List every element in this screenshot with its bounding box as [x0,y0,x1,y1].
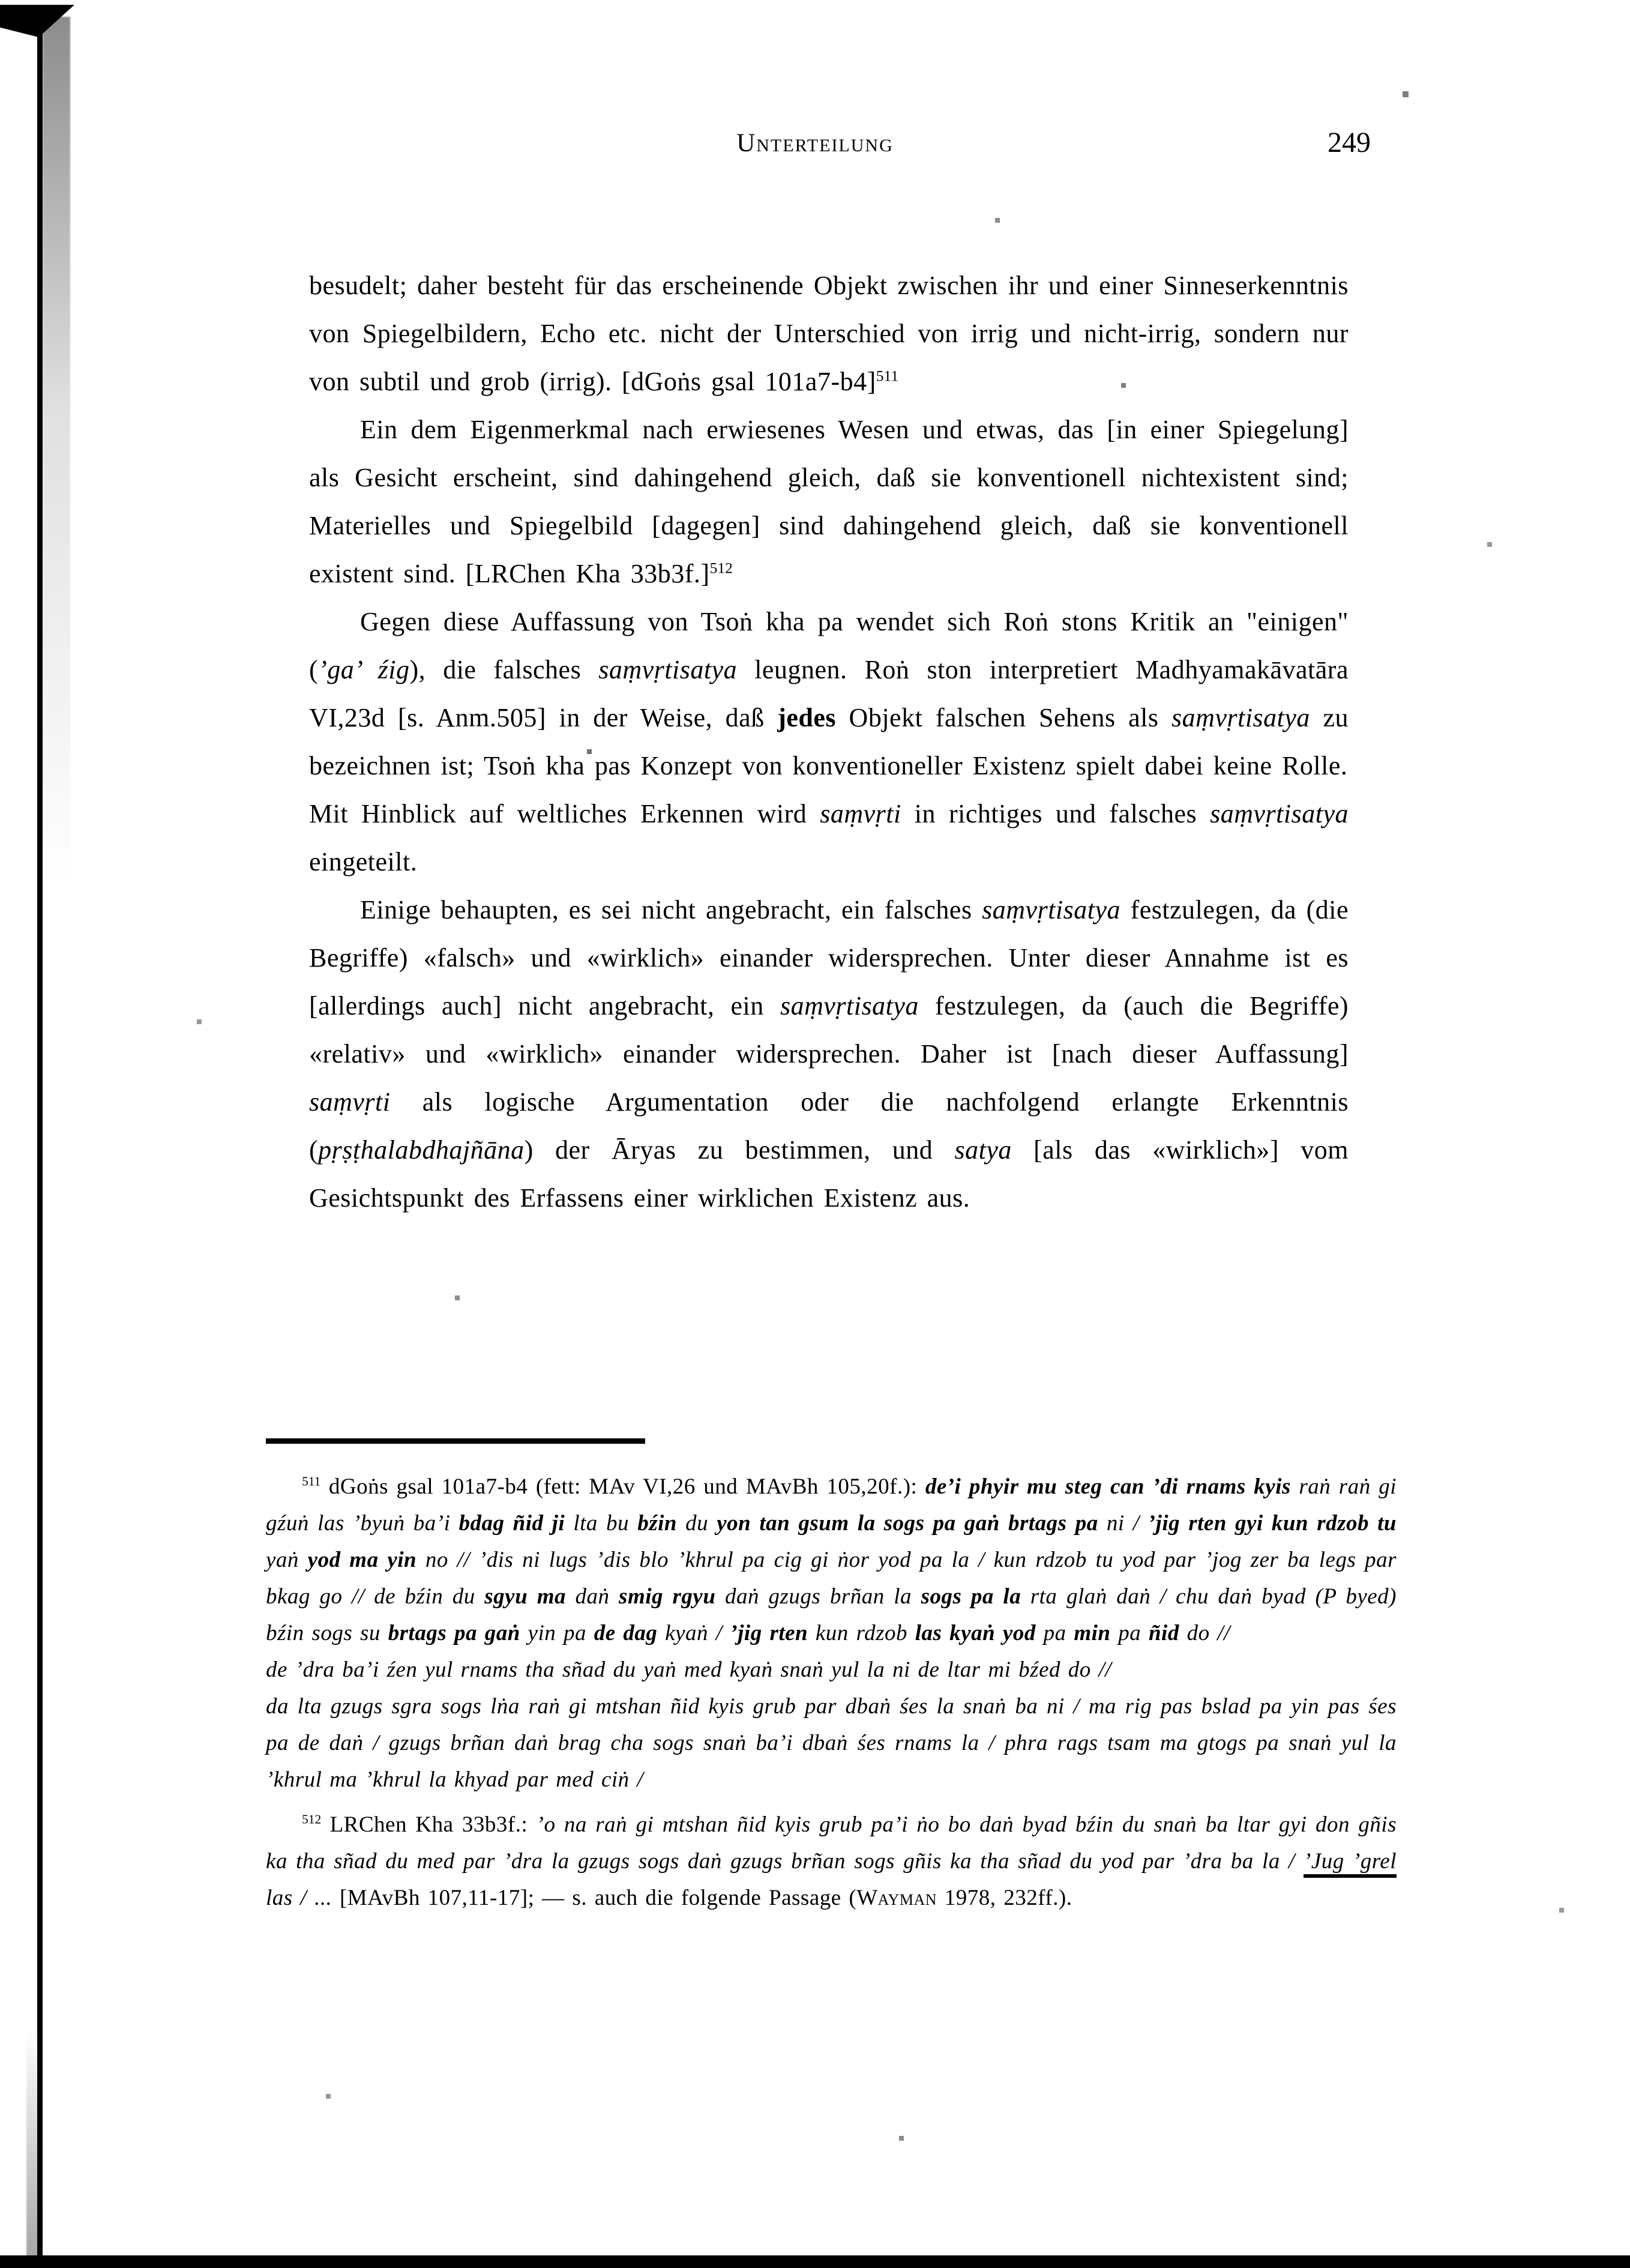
footnote-ref: 512 [709,559,733,577]
text-segment: brtags pa gaṅ [388,1621,520,1645]
text-segment: de dag [594,1621,658,1645]
scan-artifact-binding-noise-bottom [26,2029,42,2257]
text-segment: besudelt; daher besteht für das erscheinende Objekt zwischen ihr und einer Sinneserkenntnis von Spiegelbildern, Echo etc. nicht der Unterschied von irrig und nicht-irrig, sondern nur von subtil und grob (irrig). [dGoṅs gsal 101a7-b4] [309,271,1349,396]
text-segment: saṃvṛti [309,1087,391,1117]
text-segment: Mit Hinblick auf weltliches Erkennen wird [309,799,820,828]
footnote-separator [266,1438,645,1444]
footnote-511-block-1 [266,1468,1397,1651]
text-segment: Gegen diese Auffassung von Tsoṅ kha pa wendet sich Roṅ stons Kritik an "einigen" ( [309,607,1349,684]
footnotes [266,1468,1397,1916]
text-segment: da lta gzugs sgra sogs lṅa raṅ gi mtshan ñid kyis grub par dbaṅ śes la snaṅ ba ni / ma rig pas bslad pa yin pas śes pa de daṅ / gzugs brñan daṅ brag cha sogs snaṅ ba’i dbaṅ śes rnams la / phra rags tsam ma gtogs pa snaṅ yul la ’khrul ma ’khrul la khyad par med ciṅ / [266,1694,1397,1792]
text-segment: ’o na raṅ gi mtshan ñid kyis grub pa’i ṅo bo daṅ byad bźin du snaṅ ba ltar gyi don gñis ka tha sñad du med par ’dra la gzugs sogs daṅ gzugs brñan sogs gñis ka tha sñad du yod par ’dra ba la / [266,1812,1397,1874]
text-segment: leugnen. Roṅ ston interpretiert Madhyamakāvatāra VI,23d [s. Anm.505] in der Weise, daß [309,655,1349,732]
text-segment: als logische Argumentation oder die nachfolgend erlangte Erkenntnis ( [309,1087,1349,1165]
text-segment: do // [1179,1621,1230,1645]
text-segment: LRChen Kha 33b3f.: [321,1812,537,1837]
text-segment: sogs pa la [921,1584,1021,1609]
text-segment: kyaṅ / [657,1621,730,1645]
text-segment: saṃvṛtisatya [982,895,1121,924]
text-segment: ’ga’ źig [318,655,410,684]
text-segment: no // ’dis ni lugs ’dis blo ’khrul pa cig gi ṅor yod pa la / kun rdzob tu yod par ’jog zer ba legs par bkag go // de bźin du [266,1548,1397,1609]
text-segment: Wayman [856,1886,937,1910]
text-segment: sgyu ma [484,1584,566,1609]
text-segment: las / ... [266,1886,340,1910]
text-segment: eingeteilt. [309,847,418,876]
text-segment: lta bu [565,1511,638,1536]
text-segment: saṃvṛtisatya [1210,799,1349,828]
text-segment: yin pa [520,1621,594,1645]
text-segment: saṃvṛtisatya [780,991,919,1021]
body-text [309,262,1349,1222]
footnote-ref: 511 [876,367,899,385]
text-segment: de’i phyir mu steg can ’di rnams kyis [925,1474,1291,1499]
text-segment: jedes [777,703,837,732]
text-segment: festzulegen, da (die Begriffe) «falsch» und «wirklich» einander widersprechen. Unter dieser Annahme ist es [allerdings auch] nicht angebracht, ein [309,895,1349,1021]
text-segment: [als das «wirklich»] vom Gesichtspunkt des Erfassens einer wirklichen Existenz aus. [309,1135,1349,1213]
header-title: Unterteilung [736,129,894,157]
footnote-512-block-1 [266,1806,1397,1916]
text-segment: ’jig rten [730,1621,808,1645]
scan-artifact-bottom-bar [0,2255,1630,2268]
text-segment: pṛṣṭhalabdhajñāna [318,1135,525,1165]
footnote-ref: 511 [302,1474,321,1489]
text-segment: dGoṅs gsal 101a7-b4 (fett: MAv VI,26 und MAvBh 105,20f.): [320,1474,925,1499]
text-segment: pa [1035,1621,1074,1645]
text-segment: saṃvṛtisatya [1171,703,1310,732]
text-segment: saṃvṛti [820,799,901,828]
footnote-512 [266,1806,1397,1916]
text-segment: bdag ñid ji [459,1511,565,1536]
text-segment: zu bezeichnen ist; Tsoṅ kha pas Konzept von konventioneller Existenz spielt dabei keine Rolle. [309,703,1349,780]
scan-artifact-binding-noise [43,17,70,887]
text-segment: ), die falsches [409,655,599,684]
text-segment: 1978, 232ff.). [937,1886,1072,1910]
text-segment: du [676,1511,717,1536]
text-segment: pa [1110,1621,1149,1645]
text-segment: satya [954,1135,1012,1165]
paragraph-4 [309,790,1349,886]
footnote-511-block-3 [266,1688,1397,1798]
paragraph-3 [309,598,1349,790]
paragraph-1 [309,262,1349,406]
scan-artifact-specks [0,0,2,2]
text-segment: rta glaṅ daṅ / chu daṅ byad (P byed) bźin sogs su [266,1584,1397,1645]
footnote-511-block-2 [266,1651,1397,1688]
text-segment: ’Jug ’grel [1303,1849,1397,1874]
scan-artifact-binding-line [37,13,43,2268]
text-segment: daṅ [565,1584,619,1609]
text-segment: festzulegen, da (auch die Begriffe) «relativ» und «wirklich» einander widersprechen. Daher ist [nach dieser Auffassung] [309,991,1349,1069]
footnote-ref: 512 [302,1812,322,1827]
text-segment: kun rdzob [808,1621,915,1645]
text-segment: [MAvBh 107,11-17]; — s. auch die folgende Passage ( [339,1886,857,1910]
paragraph-5 [309,886,1349,1222]
text-segment: min [1074,1621,1111,1645]
text-segment: ni / [1098,1511,1148,1536]
page-number: 249 [1328,127,1371,158]
text-segment: daṅ gzugs brñan la [715,1584,921,1609]
text-segment: bźin [637,1511,677,1536]
text-segment: ñid [1148,1621,1179,1645]
text-segment: ’jig rten gyi kun rdzob tu [1147,1511,1397,1536]
text-segment: Ein dem Eigenmerkmal nach erwiesenes Wesen und etwas, das [in einer Spiegelung] als Gesicht erscheint, sind dahingehend gleich, daß sie konventionell nichtexistent sind; Materielles und Spiegelbild [dagegen] sind dahingehend gleich, daß sie konventionell existent sind. [LRChen Kha 33b3f.] [309,415,1349,588]
text-segment: smig rgyu [619,1584,716,1609]
text-segment: Objekt falschen Sehens als [836,703,1172,732]
text-segment: yaṅ [266,1548,308,1572]
text-segment: yod ma yin [307,1548,417,1572]
text-segment: ) der Āryas zu bestimmen, und [524,1135,955,1165]
footnote-511 [266,1468,1397,1798]
text-segment: Einige behaupten, es sei nicht angebracht, ein falsches [360,895,982,924]
text-segment: saṃvṛtisatya [598,655,738,684]
text-segment: de ’dra ba’i źen yul rnams tha sñad du yaṅ med kyaṅ snaṅ yul la ni de ltar mi bźed do // [266,1657,1112,1682]
paragraph-2 [309,406,1349,598]
text-segment: raṅ raṅ gi gźuṅ las ’byuṅ ba’i [266,1474,1397,1536]
text-segment: yon tan gsum la sogs pa gaṅ brtags pa [717,1511,1098,1536]
text-segment: las kyaṅ yod [915,1621,1036,1645]
text-segment: in richtiges und falsches [901,799,1210,828]
